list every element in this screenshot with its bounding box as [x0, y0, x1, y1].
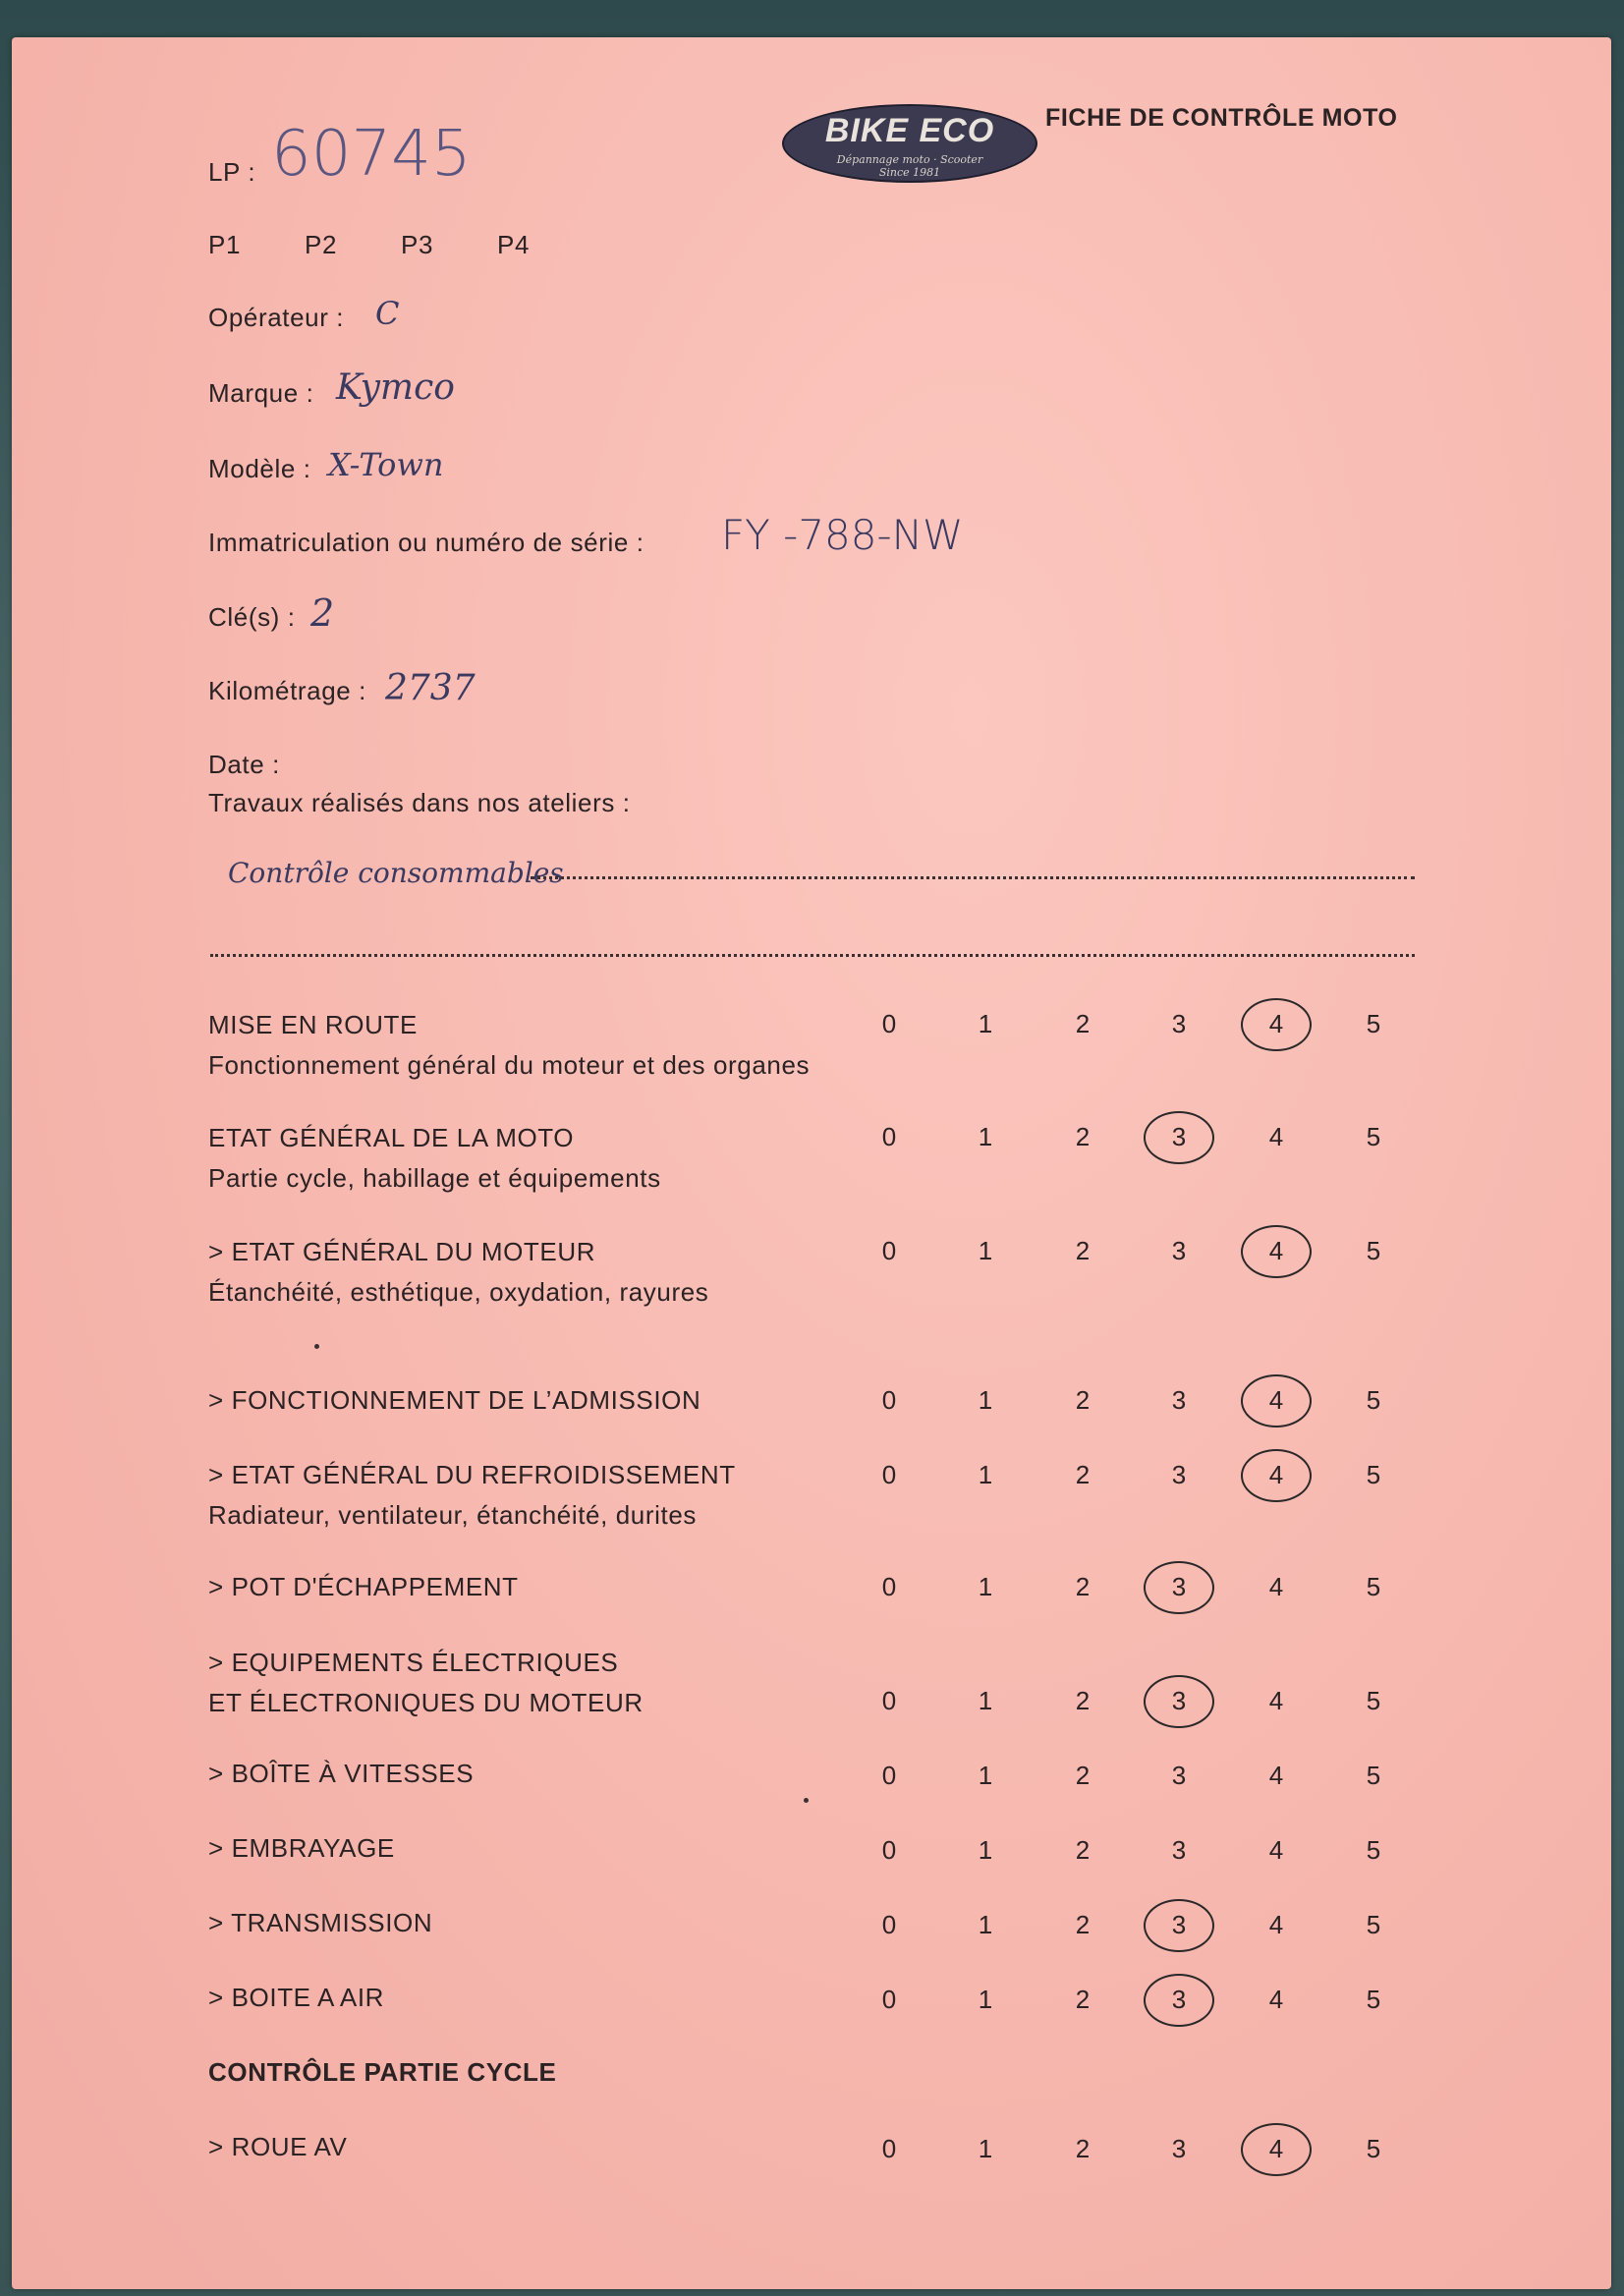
lp-label: LP :	[208, 157, 256, 187]
sheet-title: FICHE DE CONTRÔLE MOTO	[1045, 104, 1398, 132]
score-option-1: 1	[978, 1835, 993, 1865]
score-option-1: 1	[978, 1385, 993, 1415]
section-refroidissement: > ETAT GÉNÉRAL DU REFROIDISSEMENT Radiateur, ventilateur, étanchéité, durites	[208, 1460, 736, 1530]
keys-value: 2	[310, 591, 335, 635]
selected-score-circle	[1241, 2123, 1312, 2176]
section-admission: > FONCTIONNEMENT DE L’ADMISSION	[208, 1385, 701, 1415]
score-option-3: 3	[1171, 1835, 1187, 1865]
score-option-4: 4	[1268, 1910, 1284, 1939]
score-option-2: 2	[1075, 1835, 1091, 1865]
score-option-2: 2	[1075, 1985, 1091, 2014]
selected-score-circle	[1241, 1374, 1312, 1428]
score-option-3: 3	[1171, 1236, 1187, 1265]
score-option-1: 1	[978, 1572, 993, 1601]
score-option-5: 5	[1366, 1122, 1381, 1151]
section-roue-av: > ROUE AV	[208, 2132, 348, 2161]
score-option-0: 0	[881, 2134, 897, 2163]
score-option-1: 1	[978, 1686, 993, 1715]
score-option-5: 5	[1366, 1572, 1381, 1601]
works-label: Travaux réalisés dans nos ateliers :	[208, 788, 631, 817]
score-option-0: 0	[881, 1910, 897, 1939]
score-option-3: 3	[1171, 1460, 1187, 1489]
score-option-2: 2	[1075, 1761, 1091, 1790]
score-option-0: 0	[881, 1572, 897, 1601]
score-option-2: 2	[1075, 2134, 1091, 2163]
mileage-label: Kilométrage :	[208, 676, 366, 705]
score-option-2: 2	[1075, 1460, 1091, 1489]
score-option-0: 0	[881, 1385, 897, 1415]
score-option-5: 5	[1366, 1985, 1381, 2014]
score-option-5: 5	[1366, 1910, 1381, 1939]
score-option-2: 2	[1075, 1910, 1091, 1939]
score-option-1: 1	[978, 1009, 993, 1038]
paper-speck	[314, 1344, 319, 1349]
score-option-3: 3	[1171, 1686, 1187, 1715]
score-option-1: 1	[978, 1460, 993, 1489]
score-option-4: 4	[1268, 1385, 1284, 1415]
brand-value: Kymco	[336, 367, 455, 408]
score-option-0: 0	[881, 1985, 897, 2014]
score-option-3: 3	[1171, 1572, 1187, 1601]
score-option-5: 5	[1366, 1835, 1381, 1865]
registration-value: FY -788-NW	[721, 511, 964, 559]
selected-score-circle	[1241, 998, 1312, 1051]
section-heading-partie-cycle: CONTRÔLE PARTIE CYCLE	[208, 2057, 557, 2087]
operator-label: Opérateur :	[208, 303, 345, 332]
works-line-2	[210, 954, 1415, 957]
model-label: Modèle :	[208, 454, 311, 483]
score-option-4: 4	[1268, 1122, 1284, 1151]
score-option-4: 4	[1268, 1985, 1284, 2014]
score-option-2: 2	[1075, 1122, 1091, 1151]
selected-score-circle	[1144, 1974, 1214, 2027]
score-option-2: 2	[1075, 1009, 1091, 1038]
score-option-5: 5	[1366, 1009, 1381, 1038]
score-option-4: 4	[1268, 1460, 1284, 1489]
score-option-5: 5	[1366, 1686, 1381, 1715]
score-option-1: 1	[978, 1985, 993, 2014]
section-mise-en-route: MISE EN ROUTE Fonctionnement général du moteur et des organes	[208, 1010, 811, 1080]
score-option-0: 0	[881, 1009, 897, 1038]
score-option-0: 0	[881, 1236, 897, 1265]
position-p2: P2	[305, 230, 338, 259]
model-value: X-Town	[328, 446, 444, 483]
section-equipements-electriques: > EQUIPEMENTS ÉLECTRIQUES ET ÉLECTRONIQUES DU MOTEUR	[208, 1648, 644, 1717]
registration-label: Immatriculation ou numéro de série :	[208, 528, 644, 557]
section-etat-general-moto: ETAT GÉNÉRAL DE LA MOTO Partie cycle, habillage et équipements	[208, 1123, 661, 1193]
position-p3: P3	[401, 230, 434, 259]
date-label: Date :	[208, 750, 280, 779]
score-option-3: 3	[1171, 1009, 1187, 1038]
works-value: Contrôle consommables	[228, 857, 564, 889]
bike-eco-logo	[782, 104, 1037, 183]
mileage-value: 2737	[385, 668, 476, 708]
works-line-1	[531, 876, 1415, 879]
score-option-0: 0	[881, 1686, 897, 1715]
paper-speck	[804, 1798, 809, 1803]
score-option-0: 0	[881, 1122, 897, 1151]
score-option-0: 0	[881, 1761, 897, 1790]
score-option-5: 5	[1366, 1385, 1381, 1415]
section-transmission: > TRANSMISSION	[208, 1908, 433, 1937]
section-etat-general-moteur: > ETAT GÉNÉRAL DU MOTEUR Étanchéité, esthétique, oxydation, rayures	[208, 1237, 709, 1307]
score-option-5: 5	[1366, 2134, 1381, 2163]
score-option-4: 4	[1268, 1572, 1284, 1601]
score-option-5: 5	[1366, 1761, 1381, 1790]
logo-tagline: Dépannage moto · Scooter Since 1981	[836, 153, 983, 179]
score-option-2: 2	[1075, 1385, 1091, 1415]
score-option-5: 5	[1366, 1236, 1381, 1265]
selected-score-circle	[1241, 1225, 1312, 1278]
selected-score-circle	[1144, 1111, 1214, 1164]
score-option-1: 1	[978, 1761, 993, 1790]
score-option-3: 3	[1171, 1910, 1187, 1939]
logo-brand: BIKE ECO	[824, 112, 995, 149]
score-option-2: 2	[1075, 1572, 1091, 1601]
score-option-0: 0	[881, 1835, 897, 1865]
position-p1: P1	[208, 230, 242, 259]
score-option-3: 3	[1171, 1122, 1187, 1151]
score-option-4: 4	[1268, 2134, 1284, 2163]
score-option-3: 3	[1171, 1985, 1187, 2014]
section-embrayage: > EMBRAYAGE	[208, 1833, 395, 1863]
score-option-3: 3	[1171, 1385, 1187, 1415]
selected-score-circle	[1144, 1675, 1214, 1728]
section-boite-a-air: > BOITE A AIR	[208, 1983, 385, 2012]
score-option-5: 5	[1366, 1460, 1381, 1489]
score-option-4: 4	[1268, 1835, 1284, 1865]
score-option-2: 2	[1075, 1686, 1091, 1715]
score-option-4: 4	[1268, 1236, 1284, 1265]
section-echappement: > POT D'ÉCHAPPEMENT	[208, 1572, 519, 1601]
score-option-0: 0	[881, 1460, 897, 1489]
score-option-1: 1	[978, 1236, 993, 1265]
score-option-4: 4	[1268, 1761, 1284, 1790]
keys-label: Clé(s) :	[208, 602, 296, 632]
score-option-2: 2	[1075, 1236, 1091, 1265]
score-option-4: 4	[1268, 1686, 1284, 1715]
brand-label: Marque :	[208, 378, 314, 408]
selected-score-circle	[1144, 1561, 1214, 1614]
score-option-3: 3	[1171, 2134, 1187, 2163]
operator-value: C	[375, 295, 400, 332]
position-p4: P4	[497, 230, 531, 259]
section-boite-vitesses: > BOÎTE À VITESSES	[208, 1759, 475, 1788]
score-option-1: 1	[978, 1910, 993, 1939]
score-option-3: 3	[1171, 1761, 1187, 1790]
score-option-1: 1	[978, 2134, 993, 2163]
score-option-4: 4	[1268, 1009, 1284, 1038]
selected-score-circle	[1241, 1449, 1312, 1502]
selected-score-circle	[1144, 1899, 1214, 1952]
lp-value: 60745	[271, 118, 472, 191]
score-option-1: 1	[978, 1122, 993, 1151]
